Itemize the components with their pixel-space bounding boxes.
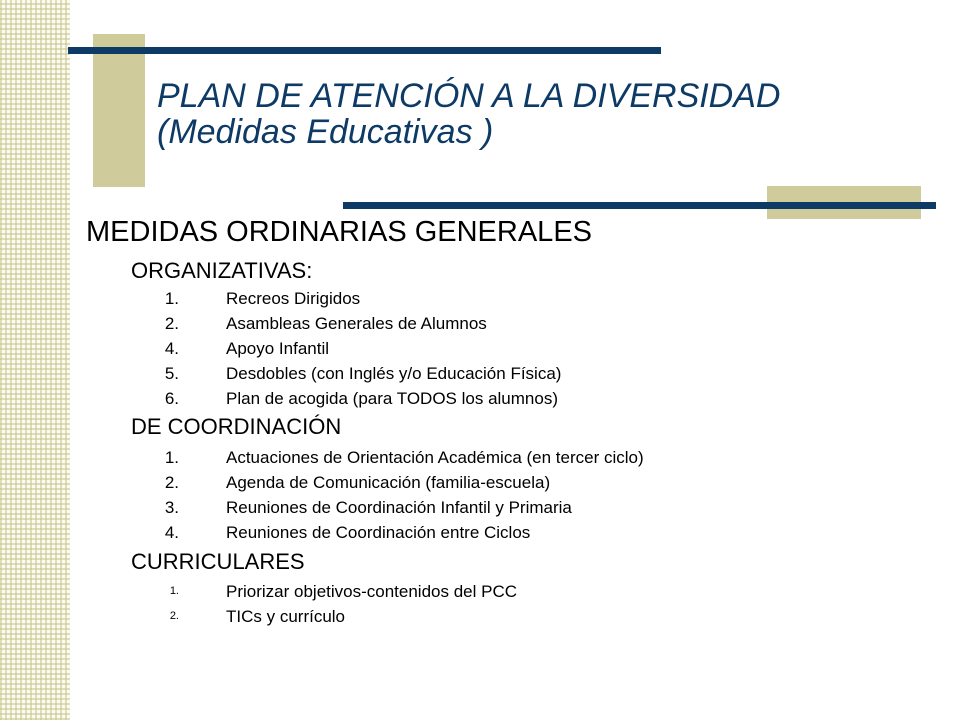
list-item <box>131 311 561 336</box>
list-item-number: 6. <box>164 389 179 408</box>
list-item-text: Priorizar objetivos-contenidos del PCC <box>226 582 518 601</box>
list-item <box>131 361 561 386</box>
decorative-line-top <box>68 47 661 54</box>
subsection-coordinacion: DE COORDINACIÓN <box>131 414 342 439</box>
list-item-number: 4. <box>164 523 179 542</box>
list-item <box>131 286 561 311</box>
list-item <box>131 470 644 495</box>
list-item-text: Actuaciones de Orientación Académica (en tercer ciclo) <box>226 448 644 467</box>
list-item-text: Reuniones de Coordinación entre Ciclos <box>226 523 531 542</box>
list-item <box>131 520 644 545</box>
list-item <box>131 604 517 629</box>
slide-title-line1: PLAN DE ATENCIÓN A LA DIVERSIDAD <box>157 77 781 115</box>
list-item <box>131 495 644 520</box>
slide-title-line2: (Medidas Educativas ) <box>157 113 494 151</box>
organizativas-list <box>131 286 561 411</box>
list-item-number: 2. <box>164 314 179 333</box>
slide-title <box>157 78 877 150</box>
list-item-text: Recreos Dirigidos <box>226 289 361 308</box>
list-item <box>131 579 517 604</box>
list-item-text: Agenda de Comunicación (familia-escuela) <box>226 473 551 492</box>
left-decorative-stripe <box>0 0 70 720</box>
curriculares-list <box>131 579 517 629</box>
list-item-number: 2. <box>169 610 179 622</box>
coordinacion-list <box>131 445 644 545</box>
list-item-text: Reuniones de Coordinación Infantil y Primaria <box>226 498 572 517</box>
list-item-text: Apoyo Infantil <box>226 339 330 358</box>
list-item <box>131 386 561 411</box>
list-item-text: Plan de acogida (para TODOS los alumnos) <box>226 389 558 408</box>
list-item-number: 2. <box>164 473 179 492</box>
section-heading: MEDIDAS ORDINARIAS GENERALES <box>86 216 592 248</box>
list-item-text: Asambleas Generales de Alumnos <box>226 314 487 333</box>
list-item <box>131 336 561 361</box>
decorative-block-top <box>93 34 145 187</box>
list-item-text: Desdobles (con Inglés y/o Educación Física) <box>226 364 562 383</box>
list-item-text: TICs y currículo <box>226 607 346 626</box>
list-item-number: 5. <box>164 364 179 383</box>
list-item <box>131 445 644 470</box>
list-item-number: 1. <box>169 585 179 597</box>
subsection-organizativas: ORGANIZATIVAS: <box>131 258 313 283</box>
decorative-line-right <box>343 202 936 209</box>
list-item-number: 1. <box>164 289 179 308</box>
list-item-number: 1. <box>164 448 179 467</box>
list-item-number: 3. <box>164 498 179 517</box>
list-item-number: 4. <box>164 339 179 358</box>
subsection-curriculares: CURRICULARES <box>131 549 305 574</box>
